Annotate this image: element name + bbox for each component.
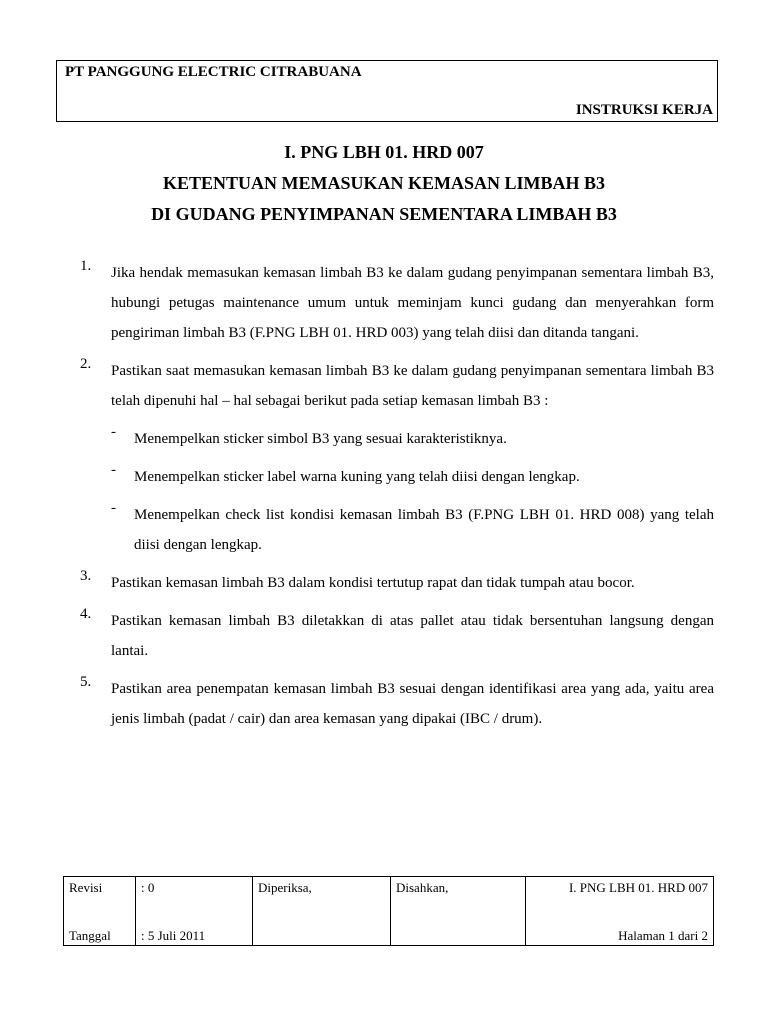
document-footer-table — [63, 876, 714, 946]
list-item-number: 5. — [80, 674, 92, 690]
tanggal-value: : 5 Juli 2011 — [141, 928, 206, 943]
diperiksa-label: Diperiksa, — [258, 880, 312, 895]
sub-list-item — [80, 462, 714, 492]
page-number: Halaman 1 dari 2 — [618, 928, 708, 943]
list-item — [80, 606, 714, 666]
list-item-text: Pastikan kemasan limbah B3 diletakkan di atas pallet atau tidak bersentuhan langsung dengan lantai. — [111, 613, 714, 659]
list-item-text: Pastikan kemasan limbah B3 dalam kondisi tertutup rapat dan tidak tumpah atau bocor. — [111, 575, 635, 591]
revisi-label: Revisi — [69, 880, 103, 895]
list-item-text: Pastikan area penempatan kemasan limbah B3 sesuai dengan identifikasi area yang ada, yaitu area jenis limbah (padat / cair) dan area kemasan yang dipakai (IBC / drum). — [111, 681, 714, 727]
document-titles — [0, 140, 768, 233]
sub-list-dash: - — [111, 462, 116, 478]
list-item-number: 1. — [80, 258, 92, 274]
sub-list-item — [80, 424, 714, 454]
instruction-list — [80, 258, 714, 742]
company-name: PT PANGGUNG ELECTRIC CITRABUANA — [65, 64, 362, 80]
footer-doc-code: I. PNG LBH 01. HRD 007 — [568, 880, 708, 895]
footer-value-cell — [136, 877, 253, 946]
sub-list-item-text: Menempelkan sticker label warna kuning yang telah diisi dengan lengkap. — [134, 469, 580, 485]
document-title-line-1: KETENTUAN MEMASUKAN KEMASAN LIMBAH B3 — [162, 173, 606, 193]
diperiksa-cell — [253, 877, 391, 946]
list-item-number: 2. — [80, 356, 92, 372]
sub-list-dash: - — [111, 500, 116, 516]
sub-list-item-text: Menempelkan check list kondisi kemasan limbah B3 (F.PNG LBH 01. HRD 008) yang telah diisi dengan lengkap. — [134, 507, 714, 553]
footer-doc-cell — [526, 877, 714, 946]
list-item-text: Jika hendak memasukan kemasan limbah B3 ke dalam gudang penyimpanan sementara limbah B3, hubungi petugas maintenance umum untuk meminjam kunci gudang dan menyerahkan form pengiriman limbah B3 (F.PNG LBH 01. HRD 003) yang telah diisi dan ditanda tangani. — [111, 265, 714, 341]
list-item — [80, 568, 714, 598]
revisi-value: : 0 — [141, 880, 155, 895]
list-item — [80, 356, 714, 416]
tanggal-label: Tanggal — [69, 928, 111, 943]
list-item-number: 3. — [80, 568, 92, 584]
sub-list-item-text: Menempelkan sticker simbol B3 yang sesuai karakteristiknya. — [134, 431, 507, 447]
disahkan-cell — [391, 877, 526, 946]
list-item — [80, 674, 714, 734]
sub-list-item — [80, 500, 714, 560]
document-title-line-2: DI GUDANG PENYIMPANAN SEMENTARA LIMBAH B3 — [151, 204, 617, 224]
list-item-text: Pastikan saat memasukan kemasan limbah B3 ke dalam gudang penyimpanan sementara limbah B3 telah dipenuhi hal – hal sebagai berikut pada setiap kemasan limbah B3 : — [111, 363, 714, 409]
document-type: INSTRUKSI KERJA — [575, 102, 713, 118]
document-header-box — [56, 60, 718, 122]
document-code-title: I. PNG LBH 01. HRD 007 — [284, 142, 484, 162]
sub-list-dash: - — [111, 424, 116, 440]
list-item-number: 4. — [80, 606, 92, 622]
footer-label-cell — [64, 877, 136, 946]
list-item — [80, 258, 714, 348]
disahkan-label: Disahkan, — [396, 880, 449, 895]
